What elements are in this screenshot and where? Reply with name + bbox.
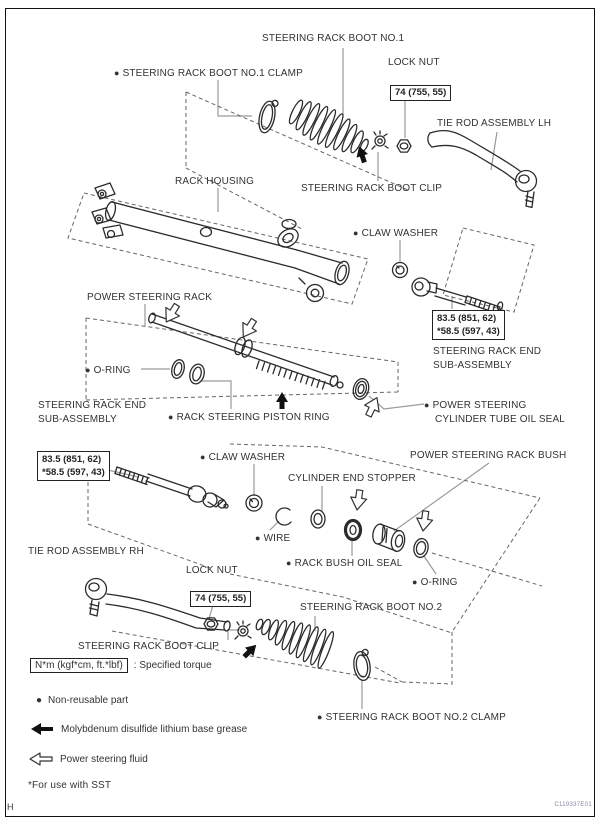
label-text: POWER STEERING bbox=[432, 400, 527, 411]
wire-part bbox=[276, 508, 291, 525]
label-text: RACK BUSH OIL SEAL bbox=[294, 558, 403, 569]
non-reusable-icon: ● bbox=[412, 577, 418, 587]
label-rack-bush-oil-seal bbox=[286, 557, 403, 570]
torque-spec-lock-nut-bottom: 74 (755, 55) bbox=[190, 591, 251, 607]
label-rack-end-right bbox=[433, 345, 541, 373]
o-ring-bottom-part bbox=[412, 537, 430, 558]
legend-fluid bbox=[28, 752, 148, 766]
label-wire bbox=[255, 532, 290, 545]
boot2-clamp-part bbox=[352, 649, 372, 681]
label-text: SUB-ASSEMBLY bbox=[433, 360, 512, 371]
label-claw-washer-top bbox=[353, 227, 438, 240]
grease-arrow-icons bbox=[240, 144, 370, 661]
boot-clip-top-part bbox=[372, 131, 388, 149]
grease-arrow-icon bbox=[353, 144, 370, 164]
legend-non-reusable bbox=[36, 695, 128, 706]
grease-arrow-icon bbox=[29, 722, 55, 736]
label-rack-steering-piston-ring bbox=[168, 411, 330, 424]
non-reusable-icon: ● bbox=[168, 412, 174, 422]
figure-code: C119337E01 bbox=[554, 802, 592, 808]
non-reusable-icon: ● bbox=[255, 533, 261, 543]
label-cylinder-tube-oil-seal bbox=[424, 398, 565, 427]
non-reusable-icon: ● bbox=[36, 695, 43, 706]
fluid-arrow-icon bbox=[160, 301, 184, 326]
torque-unit-box: N*m (kgf*cm, ft.*lbf) bbox=[30, 658, 128, 673]
label-text: STEERING RACK BOOT NO.2 CLAMP bbox=[325, 712, 506, 723]
tie-rod-lh-part bbox=[428, 131, 537, 208]
boot1-clamp-part bbox=[256, 98, 278, 134]
dashed-group-outlines bbox=[68, 92, 542, 684]
label-text: WIRE bbox=[263, 533, 291, 544]
label-text: STEERING RACK BOOT NO.1 CLAMP bbox=[122, 68, 303, 79]
cylinder-end-stopper-part bbox=[311, 510, 325, 528]
lock-nut-top-part bbox=[397, 140, 411, 152]
label-boot-clip-top: STEERING RACK BOOT CLIP bbox=[301, 183, 443, 194]
grease-arrow-icon bbox=[240, 641, 261, 662]
rack-bush-oil-seal-part bbox=[346, 521, 361, 540]
rack-end-left-part bbox=[115, 467, 228, 508]
label-text: RACK STEERING PISTON RING bbox=[176, 412, 330, 423]
label-lock-nut-bottom: LOCK NUT bbox=[186, 565, 238, 576]
o-ring-top-part bbox=[170, 358, 187, 379]
non-reusable-icon: ● bbox=[85, 365, 91, 375]
label-tie-rod-assembly-rh: TIE ROD ASSEMBLY RH bbox=[28, 546, 144, 557]
legend-grease bbox=[29, 722, 247, 736]
label-text: STEERING RACK END bbox=[38, 400, 147, 411]
legend-specified-torque bbox=[30, 658, 212, 673]
legend-text: Molybdenum disulfide lithium base grease bbox=[61, 723, 248, 735]
legend-text: Power steering fluid bbox=[60, 753, 148, 765]
label-text: SUB-ASSEMBLY bbox=[38, 414, 117, 425]
rack-end-right-part bbox=[412, 278, 504, 314]
cylinder-tube-oil-seal-part bbox=[351, 377, 371, 401]
label-text: CLAW WASHER bbox=[208, 452, 286, 463]
rack-piston-ring-part bbox=[188, 363, 207, 386]
label-lock-nut-top: LOCK NUT bbox=[388, 57, 440, 68]
label-boot-no2-clamp bbox=[317, 711, 506, 724]
legend-text: : Specified torque bbox=[133, 660, 212, 671]
label-steering-rack-boot-no2: STEERING RACK BOOT NO.2 bbox=[300, 602, 443, 613]
boot2-part bbox=[250, 605, 336, 669]
label-rack-housing: RACK HOUSING bbox=[175, 176, 255, 187]
label-steering-rack-boot-no1: STEERING RACK BOOT NO.1 bbox=[262, 33, 405, 44]
page-marker: H bbox=[7, 802, 14, 812]
label-power-steering-rack-bush: POWER STEERING RACK BUSH bbox=[410, 450, 567, 461]
fluid-arrow-icon bbox=[349, 489, 368, 511]
torque-line: *58.5 (597, 43) bbox=[42, 467, 105, 478]
torque-line: *58.5 (597, 43) bbox=[437, 326, 500, 337]
label-power-steering-rack: POWER STEERING RACK bbox=[87, 292, 213, 303]
torque-line: 83.5 (851, 62) bbox=[42, 454, 102, 465]
label-text: O-RING bbox=[420, 577, 458, 588]
non-reusable-icon: ● bbox=[114, 68, 120, 78]
label-boot-no1-clamp bbox=[114, 67, 303, 80]
torque-line: 83.5 (851, 62) bbox=[437, 313, 497, 324]
label-text: CLAW WASHER bbox=[361, 228, 439, 239]
fluid-arrow-icon bbox=[28, 752, 54, 766]
grease-arrow-icon bbox=[276, 392, 288, 409]
label-cylinder-end-stopper: CYLINDER END STOPPER bbox=[288, 473, 416, 484]
label-text: STEERING RACK END bbox=[433, 346, 542, 357]
non-reusable-icon: ● bbox=[424, 400, 430, 410]
power-steering-rack-bush-part bbox=[371, 523, 406, 552]
legend-sst-note: *For use with SST bbox=[28, 780, 112, 791]
label-o-ring-bottom bbox=[412, 576, 458, 589]
label-rack-end-left bbox=[38, 399, 146, 427]
label-text: CYLINDER TUBE OIL SEAL bbox=[435, 414, 566, 425]
torque-spec-lock-nut-top: 74 (755, 55) bbox=[390, 85, 451, 101]
legend-text: Non-reusable part bbox=[48, 695, 129, 706]
non-reusable-icon: ● bbox=[200, 452, 206, 462]
non-reusable-icon: ● bbox=[317, 712, 323, 722]
torque-spec-rack-end-right bbox=[432, 310, 505, 340]
claw-washer-top-part bbox=[393, 263, 408, 278]
torque-spec-rack-end-left bbox=[37, 451, 110, 481]
label-text: O-RING bbox=[93, 365, 131, 376]
rack-housing-part bbox=[92, 183, 352, 302]
label-tie-rod-assembly-lh: TIE ROD ASSEMBLY LH bbox=[437, 118, 552, 129]
non-reusable-icon: ● bbox=[353, 228, 359, 238]
claw-washer-bottom-part bbox=[246, 495, 262, 511]
non-reusable-icon: ● bbox=[286, 558, 292, 568]
label-o-ring-top bbox=[85, 364, 131, 377]
label-claw-washer-bottom bbox=[200, 451, 285, 464]
label-boot-clip-bottom: STEERING RACK BOOT CLIP bbox=[78, 641, 220, 652]
